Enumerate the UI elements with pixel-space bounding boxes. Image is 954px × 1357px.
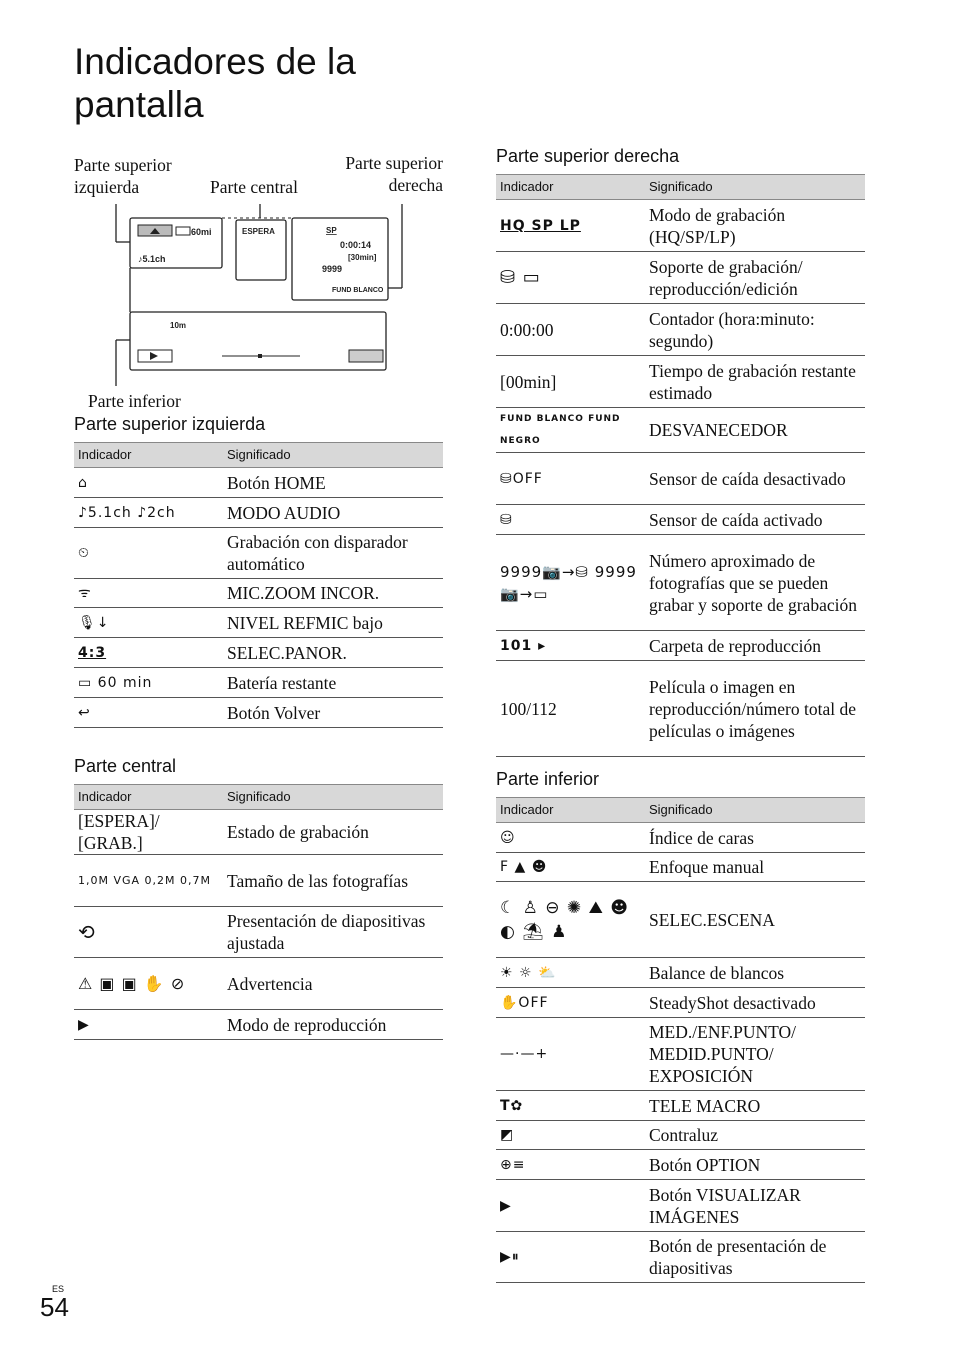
icon-cell: F ▲ ☻	[496, 853, 645, 882]
meaning-cell: Tamaño de las fotografías	[223, 855, 443, 907]
icon-cell: T✿	[496, 1091, 645, 1121]
meaning-cell: Advertencia	[223, 958, 443, 1010]
icon-cell: ⚠ ▣ ▣ ✋ ⊘	[74, 958, 223, 1010]
icon-cell: [00min]	[496, 356, 645, 408]
meaning-cell: MODO AUDIO	[223, 498, 443, 528]
icon-cell: ▶⏸	[496, 1232, 645, 1283]
screen-standby: ESPERA	[242, 227, 275, 236]
icon-cell: ♪5.1ch ♪2ch	[74, 498, 223, 528]
meaning-cell: Carpeta de reproducción	[645, 631, 865, 661]
col-indicator: Indicador	[496, 798, 645, 823]
icon-cell: ⊕≡	[496, 1150, 645, 1180]
meaning-cell: NIVEL REFMIC bajo	[223, 608, 443, 638]
icon-cell: ⌂	[74, 468, 223, 498]
table-bottom	[496, 797, 865, 1283]
meaning-cell: Número aproximado de fotografías que se pueden grabar y soporte de grabación	[645, 535, 865, 631]
diagram-label-top-left: Parte superior izquierda	[74, 155, 172, 197]
icon-cell: ⏲	[74, 528, 223, 579]
meaning-cell: Balance de blancos	[645, 958, 865, 988]
section-title-top-left: Parte superior izquierda	[74, 414, 266, 434]
meaning-cell: Batería restante	[223, 668, 443, 698]
icon-cell: ☀ ☼ ⛅	[496, 958, 645, 988]
meaning-cell: Película o imagen en reproducción/número total de películas o imágenes	[645, 661, 865, 757]
icon-cell: [ESPERA]/ [GRAB.]	[74, 810, 223, 855]
meaning-cell: SELEC.PANOR.	[223, 638, 443, 668]
diagram-label-top-right: Parte superior derecha	[345, 153, 443, 195]
icon-cell: 9999📷→⛁ 9999📷→▭	[496, 535, 645, 631]
screen-audio: ♪5.1ch	[138, 254, 166, 264]
meaning-cell: Tiempo de grabación restante estimado	[645, 356, 865, 408]
meaning-cell: MIC.ZOOM INCOR.	[223, 579, 443, 608]
icon-cell: —·—+	[496, 1018, 645, 1091]
icon-cell: 100/112	[496, 661, 645, 757]
col-meaning: Significado	[223, 785, 443, 810]
meaning-cell: Botón de presentación de diapositivas	[645, 1232, 865, 1283]
meaning-cell: Botón VISUALIZAR IMÁGENES	[645, 1180, 865, 1232]
icon-cell: ▭ 60 min	[74, 668, 223, 698]
table-top-left	[74, 442, 443, 728]
icon-cell: ⛁	[496, 505, 645, 535]
meaning-cell: Modo de grabación (HQ/SP/LP)	[645, 200, 865, 252]
col-indicator: Indicador	[74, 785, 223, 810]
icon-cell: 🎙↓	[74, 608, 223, 638]
icon-cell: ◩	[496, 1121, 645, 1150]
page-number: 54	[40, 1292, 69, 1322]
meaning-cell: Enfoque manual	[645, 853, 865, 882]
col-meaning: Significado	[223, 443, 443, 468]
meaning-cell: Grabación con disparador automático	[223, 528, 443, 579]
meaning-cell: SELEC.ESCENA	[645, 882, 865, 958]
icon-cell: ↩	[74, 698, 223, 728]
page-title: Indicadores de la pantalla	[74, 41, 356, 125]
screen-macro: 10m	[170, 321, 187, 330]
meaning-cell: Contraluz	[645, 1121, 865, 1150]
section-title-center: Parte central	[74, 756, 177, 776]
page-language: ES	[52, 1284, 65, 1294]
table-top-right	[496, 174, 865, 757]
meaning-cell: Botón Volver	[223, 698, 443, 728]
icon-cell: ▶	[74, 1010, 223, 1040]
meaning-cell: MED./ENF.PUNTO/ MEDID.PUNTO/ EXPOSICIÓN	[645, 1018, 865, 1091]
meaning-cell: Sensor de caída desactivado	[645, 453, 865, 505]
meaning-cell: Botón HOME	[223, 468, 443, 498]
icon-cell: 0:00:00	[496, 304, 645, 356]
meaning-cell: Modo de reproducción	[223, 1010, 443, 1040]
screen-battery: 60mi	[191, 227, 212, 237]
icon-cell: 1,0M VGA 0,2M 0,7M	[74, 855, 223, 907]
meaning-cell: Índice de caras	[645, 823, 865, 853]
icon-cell: ☾ ♙ ⊖ ✺ ⛰ ☻ ◐ ⛱ ♟	[496, 882, 645, 958]
screen-quality: SP	[326, 226, 337, 235]
table-center	[74, 784, 443, 1040]
meaning-cell: Estado de grabación	[223, 810, 443, 855]
icon-cell: 101 ▸	[496, 631, 645, 661]
diagram-label-bottom: Parte inferior	[88, 391, 181, 411]
meaning-cell: TELE MACRO	[645, 1091, 865, 1121]
icon-cell: ⛁ ▭	[496, 252, 645, 304]
icon-cell: HQ SP LP	[496, 200, 645, 252]
meaning-cell: Contador (hora:minuto: segundo)	[645, 304, 865, 356]
icon-cell: ☺	[496, 823, 645, 853]
icon-cell: ᯤ	[74, 579, 223, 608]
screen-counter: 0:00:14	[340, 240, 372, 250]
col-meaning: Significado	[645, 175, 865, 200]
icon-cell: ⛁OFF	[496, 453, 645, 505]
icon-cell: ⟲	[74, 907, 223, 958]
icon-cell: ✋OFF	[496, 988, 645, 1018]
meaning-cell: Botón OPTION	[645, 1150, 865, 1180]
diagram-label-center: Parte central	[210, 177, 298, 197]
meaning-cell: DESVANECEDOR	[645, 408, 865, 453]
meaning-cell: Presentación de diapositivas ajustada	[223, 907, 443, 958]
meaning-cell: SteadyShot desactivado	[645, 988, 865, 1018]
section-title-bottom: Parte inferior	[496, 769, 600, 789]
icon-cell: 4:3	[74, 638, 223, 668]
screen-remaining: [30min]	[348, 253, 377, 262]
icon-cell: FUND BLANCO FUND NEGRO	[496, 408, 645, 453]
col-meaning: Significado	[645, 798, 865, 823]
screen-fader: FUND BLANCO	[332, 287, 384, 294]
meaning-cell: Sensor de caída activado	[645, 505, 865, 535]
col-indicator: Indicador	[74, 443, 223, 468]
screen-photos: 9999	[322, 264, 343, 274]
section-title-top-right: Parte superior derecha	[496, 146, 680, 166]
col-indicator: Indicador	[496, 175, 645, 200]
icon-cell: ▶	[496, 1180, 645, 1232]
meaning-cell: Soporte de grabación/ reproducción/edición	[645, 252, 865, 304]
